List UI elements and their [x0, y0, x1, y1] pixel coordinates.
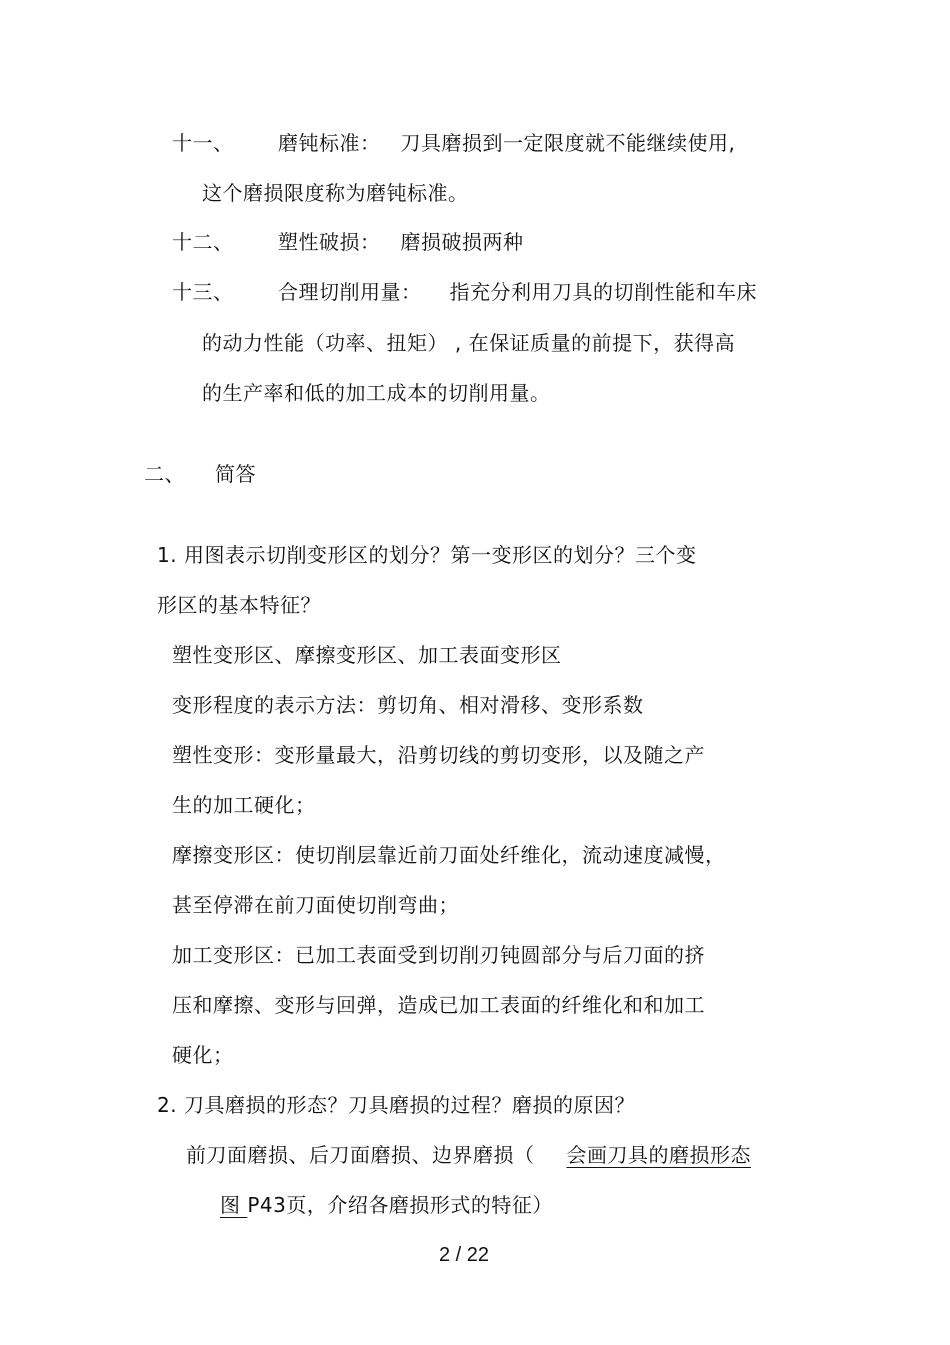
definition-12-text: 磨损破损两种	[400, 230, 524, 254]
q1-answer-line-1: 塑性变形区、摩擦变形区、加工表面变形区	[172, 643, 562, 667]
q1-answer-line-2: 变形程度的表示方法：剪切角、相对滑移、变形系数	[172, 693, 644, 717]
definition-11-term: 磨钝标准：	[278, 131, 381, 155]
q1-answer-line-5: 摩擦变形区：使切削层靠近前刀面处纤维化，流动速度减慢，	[172, 843, 726, 867]
section-number: 二、	[144, 462, 185, 486]
definition-11	[172, 129, 735, 157]
q1-answer-line-8: 压和摩擦、变形与回弹，造成已加工表面的纤维化和和加工	[172, 993, 705, 1017]
q1-question-line-1: 1. 用图表示切削变形区的划分？第一变形区的划分？三个变	[157, 543, 697, 567]
definition-12-number: 十二、	[172, 230, 234, 254]
q2-answer-underlined: 会画刀具的磨损形态	[566, 1143, 751, 1167]
q1-answer-line-6: 甚至停滞在前刀面使切削弯曲；	[172, 893, 459, 917]
q2-answer-line-2	[220, 1191, 553, 1219]
q2-answer-plain: 前刀面磨损、后刀面磨损、边界磨损（	[186, 1143, 535, 1167]
q1-answer-line-9: 硬化；	[172, 1043, 234, 1067]
definition-13-term: 合理切削用量：	[278, 280, 422, 304]
q2-answer-line-2-underlined: 图	[220, 1193, 248, 1217]
q1-answer-line-4: 生的加工硬化；	[172, 793, 316, 817]
definition-13-number: 十三、	[172, 280, 234, 304]
q1-question-line-2: 形区的基本特征？	[157, 593, 321, 617]
q2-answer-line-1	[186, 1141, 751, 1169]
definition-13-text: 指充分利用刀具的切削性能和车床	[449, 280, 757, 304]
definition-12	[172, 228, 524, 256]
definition-13-continuation-2: 的生产率和低的加工成本的切削用量。	[202, 381, 551, 405]
definition-13	[172, 278, 757, 306]
definition-13-continuation-1: 的动力性能（功率、扭矩） , 在保证质量的前提下，获得高	[202, 331, 736, 355]
definition-11-text: 刀具磨损到一定限度就不能继续使用,	[400, 131, 736, 155]
definition-12-term: 塑性破损：	[278, 230, 381, 254]
definition-11-number: 十一、	[172, 131, 234, 155]
q1-answer-line-3: 塑性变形：变形量最大，沿剪切线的剪切变形，以及随之产	[172, 743, 705, 767]
definition-11-continuation: 这个磨损限度称为磨钝标准。	[202, 181, 469, 205]
section-title: 简答	[215, 462, 256, 486]
q1-answer-line-7: 加工变形区：已加工表面受到切削刃钝圆部分与后刀面的挤	[172, 943, 705, 967]
page-number: 2 / 22	[439, 1244, 490, 1266]
section-heading	[144, 460, 256, 488]
q2-question: 2. 刀具磨损的形态？刀具磨损的过程？磨损的原因？	[157, 1093, 635, 1117]
q2-answer-line-2-plain: P43页，介绍各磨损形式的特征）	[247, 1193, 553, 1217]
